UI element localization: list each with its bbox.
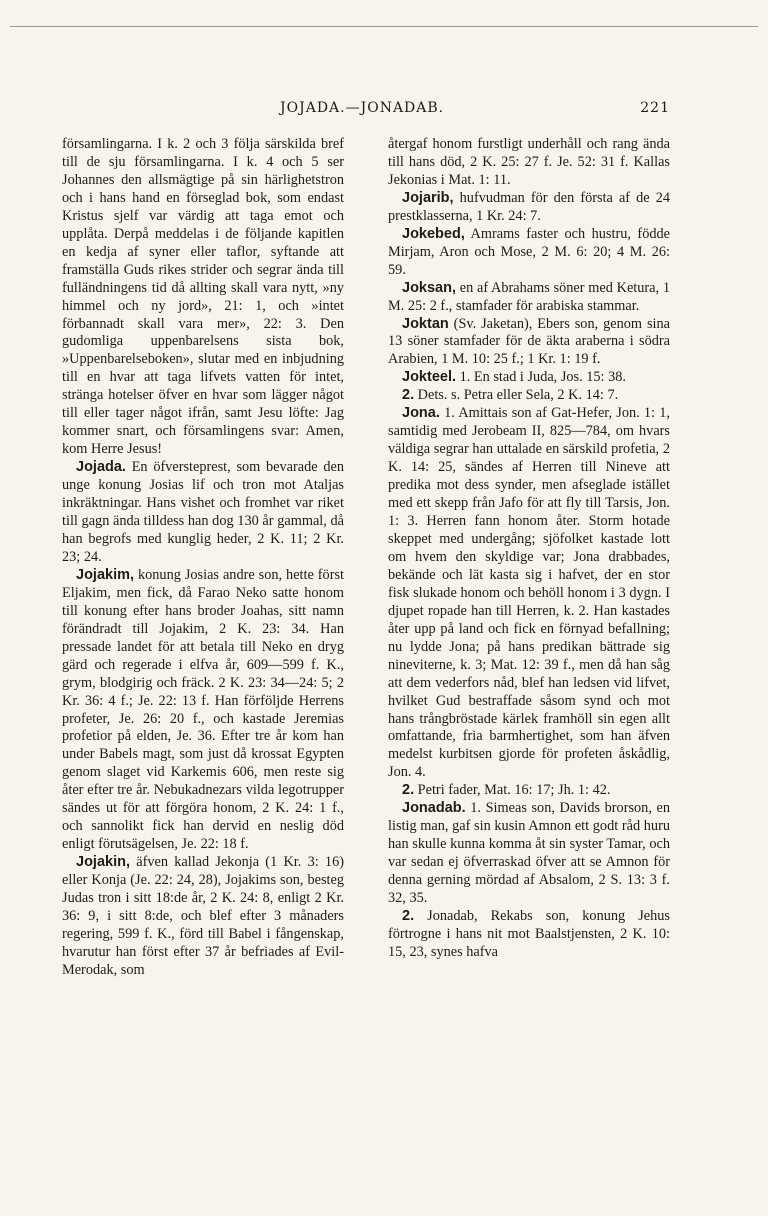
headword: Jojada. [76, 459, 126, 476]
entry-jokteel-1 [388, 369, 670, 387]
entry-jojakin [62, 854, 344, 980]
entry-jona-2 [388, 782, 670, 800]
headword: Jonadab. [402, 800, 466, 817]
entry-text: Petri fader, Mat. 16: 17; Jh. 1: 42. [414, 782, 611, 799]
entry-joksan [388, 280, 670, 316]
entry-joktan [388, 316, 670, 370]
entry-text: En öfversteprest, som bevarade den unge konung Josias lif och tron mot Ataljas inkräktningar. Hans vishet och fromhet var riket till gagn ända tilldess han dog 130 år gammal, då han begrofs med kunglig heder, 2 K. 11; 2 Kr. 23; 24. [62, 459, 344, 565]
entry-jojakim [62, 567, 344, 854]
left-column [62, 136, 344, 980]
headword: Jokteel. [402, 369, 456, 386]
headword: Jojarib, [402, 189, 454, 206]
paragraph-continuation [62, 136, 344, 459]
entry-text: hufvudman för den första af de 24 prestklasserna, 1 Kr. 24: 7. [388, 189, 670, 224]
headword: Jokebed, [402, 225, 465, 242]
paragraph-text: församlingarna. I k. 2 och 3 följa särskilda bref till de sju församlingarna. I k. 4 och 5 ser Johannes den allsmägtige på sin härlighetstron och i hans hand en förseglad bok, som endast Kristus sjelf var värdig att taga emot och upplåta. Derpå meddelas i de följande kapitlen en kedja af syner eller taflor, syftande att framställa Guds rikes strider och segrar ända till fulländningens tid då allting skall vara nytt, »ny himmel och ny jord», 21: 1, och »intet förbannadt skall vara mer», 22: 3. Den gudomliga uppenbarelsens sista bok, »Uppenbarelseboken», slutar med en inbjudning till en hvar att taga lifvets vatten för intet, stränga hotelser öfver en hvar som lägger något till eller tager något ifrån, samt Jesu löfte: Jag kommer snart, och församlingens svar: Amen, kom Herre Jesus! [62, 136, 344, 458]
entry-jokebed [388, 226, 670, 280]
right-column [388, 136, 670, 962]
entry-text: 1. Amittais son af Gat-Hefer, Jon. 1: 1, samtidig med Jerobeam II, 825—784, om hvars väldiga segrar han uttalade en särskild profetia, 2 K. 14: 25, sändes af Herren till Nineve att predika mot dess synder, men afseglade istället med ett skepp från Jafo för att fly till Tarsis, Jon. 1: 3. Herren fann honom åter. Storm hotade skeppet med undergång; sjöfolket kastade lott om hvem den skyldige var; Jona drabbades, bekände och lät kasta sig i hafvet, der en stor fisk slukade honom och behöll honom i 3 dygn. I djupet ropade han till Herren, k. 2. Han kastades åter upp på land och fick en förnyad befallning; nu lydde Jona; på hans predikan bättrade sig nineviterne, k. 3; Mat. 12: 39 f., men då han såg att dem vederfors nåd, blef han ledsen vid lifvet, hvilket Gud bestraffade såsom synd och mot hans trångbröstade kärlek framhöll sin egen allt omfattande, fria barmhertighet, som han äfven medelst kurbitsen gjorde för profeten åskådlig, Jon. 4. [388, 405, 670, 781]
page-title: JOJADA.—JONADAB. [280, 100, 445, 116]
entry-text: Amrams faster och hustru, födde Mirjam, Aron och Mose, 2 M. 6: 20; 4 M. 26: 59. [388, 225, 670, 278]
entry-text: en af Abrahams söner med Ketura, 1 M. 25: 2 f., stamfader för arabiska stammar. [388, 279, 670, 314]
entry-text: 1. Simeas son, Davids brorson, en listig man, gaf sin kusin Amnon ett godt råd huru han skulle kunna komma åt sin syster Tamar, och var sedan ej öfverraskad öfver att se Amnon för denna gerning mördad af Absalom, 2 S. 13: 3 f. 32, 35. [388, 800, 670, 907]
headword: Joktan [402, 315, 449, 332]
paragraph-text: återgaf honom furstligt underhåll och rang ända till hans död, 2 K. 25: 27 f. Je. 52: 31 f. Kallas Jekonias i Mat. 1: 11. [388, 136, 670, 188]
entry-jonadab-2 [388, 908, 670, 962]
entry-jojada [62, 459, 344, 567]
entry-text: Dets. s. Petra eller Sela, 2 K. 14: 7. [414, 387, 619, 404]
entry-jona-1 [388, 405, 670, 782]
entry-jokteel-2 [388, 387, 670, 405]
headword: Jona. [402, 405, 440, 422]
entry-text: (Sv. Jaketan), Ebers son, genom sina 13 söner stamfader för de äkta araberna i södra Arabien, 1 M. 10: 25 f.; 1 Kr. 1: 19 f. [388, 315, 670, 368]
paragraph-continuation [388, 136, 670, 190]
entry-text: 1. En stad i Juda, Jos. 15: 38. [456, 369, 626, 386]
sense-number: 2. [402, 782, 415, 799]
entry-text: Jonadab, Rekabs son, konung Jehus förtrogne i hans nit mot Baalstjensten, 2 K. 10: 15, 23, synes hafva [388, 907, 670, 960]
entry-text: äfven kallad Jekonja (1 Kr. 3: 16) eller Konja (Je. 22: 24, 28), Jojakims son, besteg Judas tron i sitt 18:de år, 2 K. 24: 8, enligt 2 Kr. 36: 9, i sitt 8:de, och blef efter 3 månaders regering, 599 f. K., förd till Babel i fångenskap, hvarutur han först efter 37 år befriades af Evil-Merodak, som [62, 854, 344, 978]
headword: Jojakin, [76, 854, 130, 871]
entry-jonadab-1 [388, 800, 670, 908]
entry-jojarib [388, 190, 670, 226]
sense-number: 2. [402, 907, 415, 924]
sense-number: 2. [402, 387, 415, 404]
page-number: 221 [640, 100, 670, 116]
top-rule [10, 26, 758, 27]
headword: Jojakim, [76, 566, 135, 583]
entry-text: konung Josias andre son, hette först Eljakim, men fick, då Farao Neko satte honom till konung efter hans broder Joahas, sitt namn förändradt till Jojakim, 2 K. 23: 34. Han pressade landet för att betala till Neko en dryg gärd och regerade i elfva år, 609—599 f. K., grym, blodgirig och fräck. 2 K. 23: 34—24: 5; 2 Kr. 36: 4 f.; Je. 22: 13 f. Han förföljde Herrens profeter, Je. 26: 20 f., och kastade Jeremias profetior på elden, Je. 36. Efter tre år kom han under Babels magt, som just då krossat Egypten genom slaget vid Karkemis 606, men reste sig åter efter tre år. Nebukadnezars vilda legotrupper sändes ut för att förgöra honom, 2 K. 24: 1 f., och sannolikt fick han dervid en neslig död enligt förutsägelsen, Je. 22: 18 f. [62, 566, 344, 853]
headword: Joksan, [402, 279, 456, 296]
